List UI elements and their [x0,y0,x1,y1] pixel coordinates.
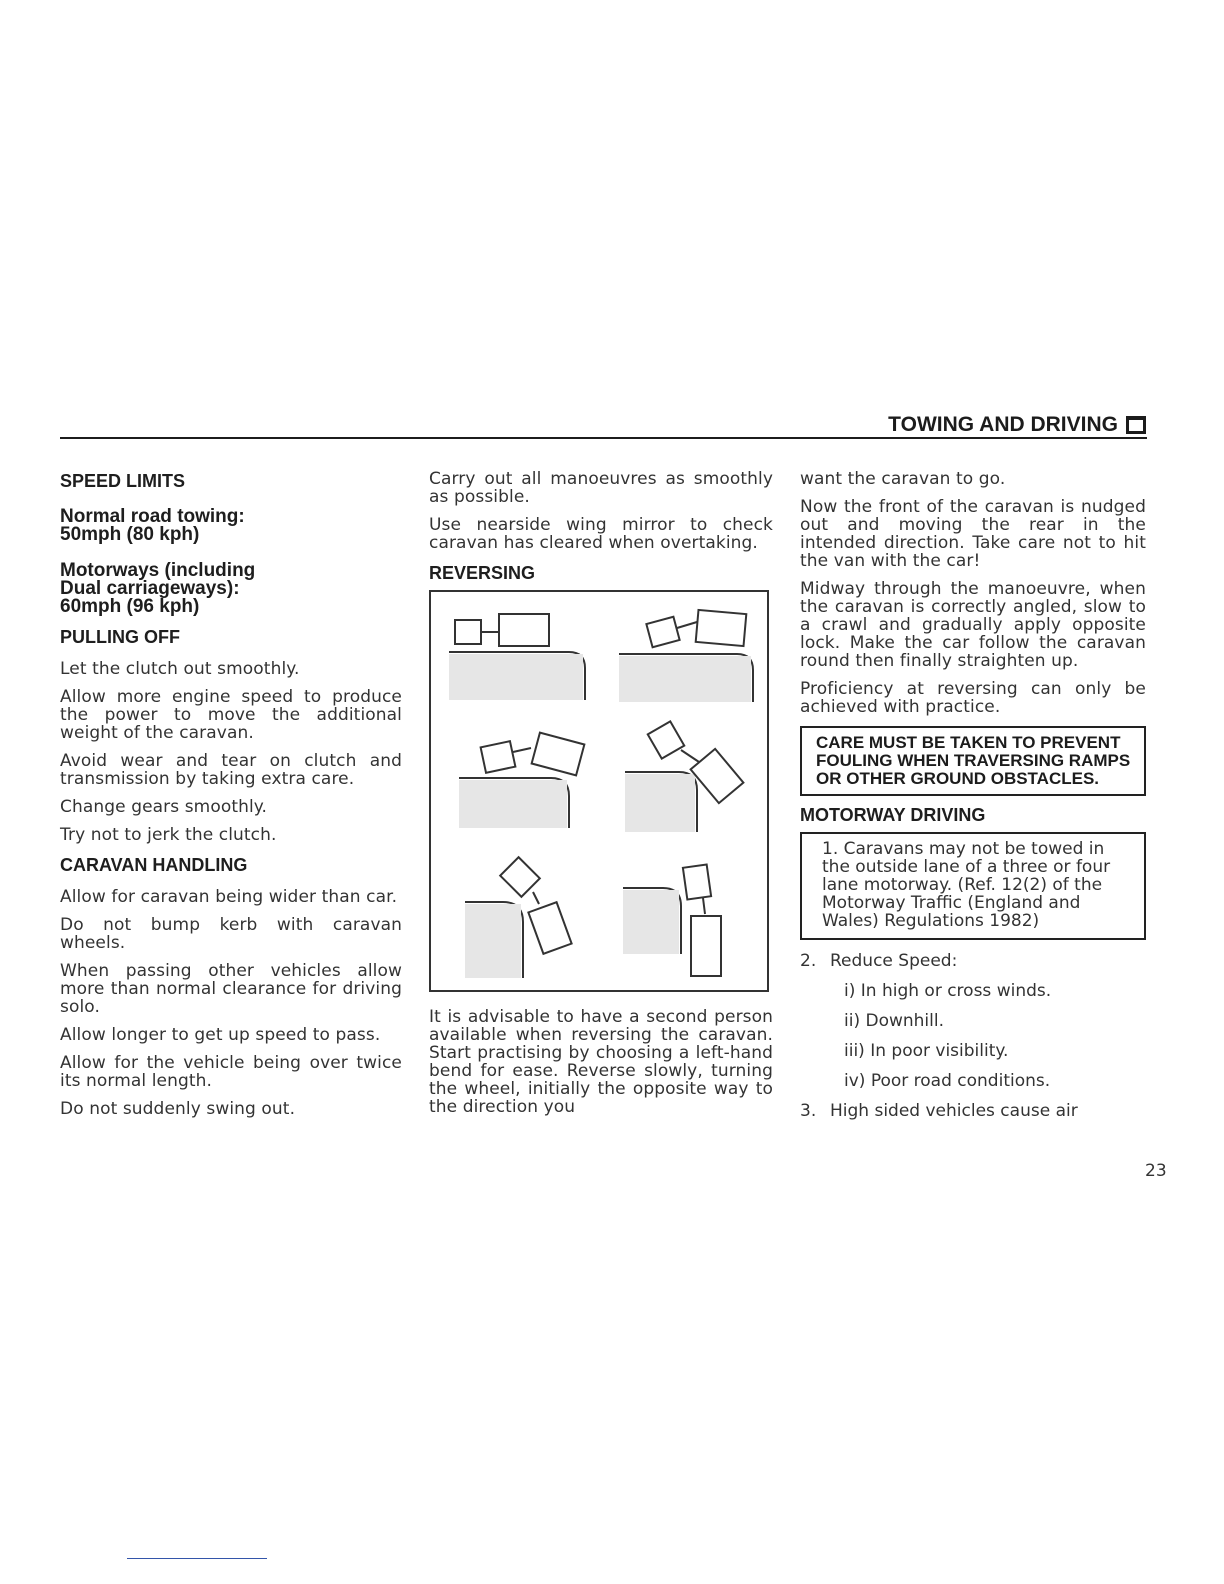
page-number: 23 [1145,1161,1167,1181]
reversing-diagram-svg [431,592,771,994]
caravan-handling-heading: CARAVAN HANDLING [60,855,248,875]
paragraph: Do not bump kerb with caravan wheels. [60,915,402,953]
diagram-step-2 [619,610,753,702]
column-left [60,470,402,1128]
paragraph: Allow more engine speed to produce the power to move the additional weight of the caravan. [60,687,402,743]
paragraph: Let the clutch out smoothly. [60,659,300,679]
column-right [800,470,1146,1132]
paragraph: When passing other vehicles allow more than normal clearance for driving solo. [60,961,402,1017]
paragraph: Change gears smoothly. [60,797,268,817]
sub-list [844,982,1146,1090]
sub-list-item: iii) In poor visibility. [844,1041,1009,1061]
motorways-label-2: Dual carriageways): [60,578,240,599]
sub-list-item: iv) Poor road conditions. [844,1071,1051,1091]
paragraph: Now the front of the caravan is nudged out and moving the rear in the intended direction. Take care not to hit the van with the car! [800,497,1146,571]
list-text: Reduce Speed: [830,951,958,971]
motorways-label-1: Motorways (including [60,560,256,581]
section-marker-icon [1126,416,1146,434]
footer-line [127,1558,267,1559]
paragraph: Midway through the manoeuvre, when the caravan is correctly angled, slow to a crawl and gradually apply opposite lock. Make the car follow the caravan round then finally straighten up. [800,579,1146,671]
motorways-value: 60mph (96 kph) [60,596,200,617]
speed-limits-heading: SPEED LIMITS [60,471,186,491]
normal-road-label: Normal road towing: [60,506,245,527]
paragraph: want the caravan to go. [800,469,1006,489]
motorway-regulation-note: 1. Caravans may not be towed in the outside lane of a three or four lane motorway. (Ref. 12(2) of the Motorway Traffic (England and Wales) Regulations 1982) [800,832,1146,940]
section-title [888,413,1146,437]
diagram-step-3 [459,733,584,828]
warning-notice: CARE MUST BE TAKEN TO PREVENT FOULING WHEN TRAVERSING RAMPS OR OTHER GROUND OBSTACLES. [800,726,1146,796]
paragraph: Allow longer to get up speed to pass. [60,1025,381,1045]
list-number: 3. [800,1101,817,1121]
paragraph: Carry out all manoeuvres as smoothly as possible. [429,469,773,507]
normal-road-value: 50mph (80 kph) [60,524,200,545]
column-middle [429,470,773,1126]
list-text: High sided vehicles cause air [830,1101,1078,1121]
paragraph: Use nearside wing mirror to check caravan has cleared when overtaking. [429,515,773,553]
paragraph: Allow for caravan being wider than car. [60,887,398,907]
list-number: 2. [800,951,817,971]
diagram-step-4 [625,721,743,832]
paragraph: It is advisable to have a second person available when reversing the caravan. Start practising by choosing a left-hand bend for ease. Reverse slowly, turning the wheel, initially the opposite way to the direction you [429,1007,773,1117]
reversing-diagram [429,590,769,992]
paragraph: Allow for the vehicle being over twice its normal length. [60,1053,402,1091]
paragraph: Try not to jerk the clutch. [60,825,277,845]
paragraph: Do not suddenly swing out. [60,1099,296,1119]
reversing-heading: REVERSING [429,563,536,583]
list-item [800,1102,1146,1120]
paragraph: Proficiency at reversing can only be achieved with practice. [800,679,1146,717]
diagram-step-5 [465,857,572,978]
sub-list-item: i) In high or cross winds. [844,981,1052,1001]
sub-list-item: ii) Downhill. [844,1011,944,1031]
diagram-step-6 [623,864,721,976]
paragraph: Avoid wear and tear on clutch and transmission by taking extra care. [60,751,402,789]
motorway-driving-heading: MOTORWAY DRIVING [800,805,986,825]
diagram-step-1 [449,614,585,700]
section-title-text: TOWING AND DRIVING [888,413,1118,436]
pulling-off-heading: PULLING OFF [60,627,180,647]
list-item [800,952,1146,970]
header-rule [60,437,1147,439]
